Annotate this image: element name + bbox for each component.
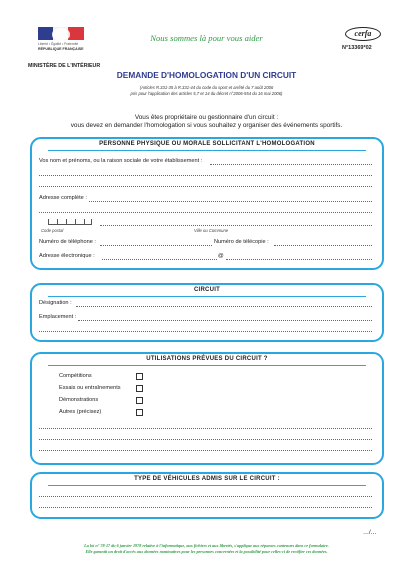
uses-section [30, 352, 384, 465]
address-field[interactable] [89, 201, 372, 202]
name-label: Vos nom et prénoms, ou la raison sociale de votre établissement : [39, 158, 203, 164]
logo-motto: Liberté • Égalité • Fraternité [38, 42, 79, 46]
form-title: DEMANDE D'HOMOLOGATION D'UN CIRCUIT [116, 70, 297, 80]
legal-references-line1: (Articles R.331-35 à R.331-44 du code du sport et arrêté du 7 août 2006 [139, 85, 274, 90]
use-option-label: Autres (précisez) [59, 409, 102, 415]
email-user-field[interactable] [102, 259, 217, 260]
vehicles-section [30, 472, 384, 519]
fax-field[interactable] [274, 245, 372, 246]
demonstrations-checkbox[interactable] [136, 397, 143, 404]
section-divider [48, 296, 366, 297]
privacy-notice-line1: La loi n° 78-17 du 6 janvier 1978 relative à l'informatique, aux fichiers et aux libertés, s'applique aux réponses contenues dans ce formulaire. [84, 543, 329, 548]
cerfa-number: N°13369*02 [342, 45, 372, 51]
location-field-line2[interactable] [39, 331, 372, 332]
postal-code-caption: Code postal [41, 228, 64, 233]
address-field-line2[interactable] [39, 212, 372, 213]
name-field[interactable] [210, 164, 372, 165]
use-option-label: Démonstrations [59, 397, 99, 403]
phone-field[interactable] [100, 245, 212, 246]
legal-references-line2: pris pour l'application des articles 5,7 et 14 du décret n°2006-554 du 16 mai 2006) [130, 91, 283, 96]
designation-label: Désignation : [39, 300, 72, 306]
fax-label: Numéro de télécopie : [214, 239, 269, 245]
competitions-checkbox[interactable] [136, 373, 143, 380]
slogan: Nous sommes là pour vous aider [150, 33, 263, 43]
continued-marker: …/… [363, 530, 377, 536]
email-domain-field[interactable] [226, 259, 372, 260]
section-divider [48, 485, 366, 486]
name-field-line3[interactable] [39, 186, 372, 187]
email-label: Adresse électronique : [39, 253, 95, 259]
use-option-label: Compétitions [59, 373, 92, 379]
section-divider [48, 150, 366, 151]
at-sign: @ [218, 253, 224, 259]
city-field[interactable] [100, 225, 372, 226]
location-field[interactable] [78, 320, 372, 321]
intro-line2: vous devez en demander l'homologation si vous souhaitez y organiser des événements sportifs. [70, 122, 343, 129]
vehicles-section-title: TYPE DE VÉHICULES ADMIS SUR LE CIRCUIT : [134, 476, 280, 482]
other-checkbox[interactable] [136, 409, 143, 416]
section-divider [48, 365, 366, 366]
other-details-line1[interactable] [39, 428, 372, 429]
intro-line1: Vous êtes propriétaire ou gestionnaire d'un circuit : [134, 114, 279, 121]
city-caption: Ville ou Commune [194, 228, 229, 233]
applicant-section [30, 137, 384, 270]
circuit-section-title: CIRCUIT [193, 287, 221, 293]
address-label: Adresse complète : [39, 195, 87, 201]
tests-checkbox[interactable] [136, 385, 143, 392]
postal-code-field[interactable] [48, 217, 92, 225]
other-details-line3[interactable] [39, 450, 372, 451]
privacy-notice-line2: Elle garantit un droit d'accès aux données nominatives pour les personnes concernées et la possibilité pour celles-ci de rectifier ces données. [85, 549, 328, 554]
phone-label: Numéro de téléphone : [39, 239, 96, 245]
applicant-section-title: PERSONNE PHYSIQUE OU MORALE SOLLICITANT L'HOMOLOGATION [99, 141, 315, 147]
ministry-name: MINISTÈRE DE L'INTÉRIEUR [28, 63, 101, 69]
location-label: Emplacement : [39, 314, 77, 320]
vehicles-field-line2[interactable] [39, 507, 372, 508]
logo-republic: RÉPUBLIQUE FRANÇAISE [38, 47, 84, 51]
use-option-label: Essais ou entraînements [59, 385, 121, 391]
uses-section-title: UTILISATIONS PRÉVUES DU CIRCUIT ? [146, 356, 268, 362]
cerfa-logo: cerfa [345, 27, 381, 41]
name-field-line2[interactable] [39, 175, 372, 176]
circuit-section [30, 283, 384, 342]
other-details-line2[interactable] [39, 439, 372, 440]
vehicles-field-line1[interactable] [39, 496, 372, 497]
designation-field[interactable] [76, 306, 372, 307]
